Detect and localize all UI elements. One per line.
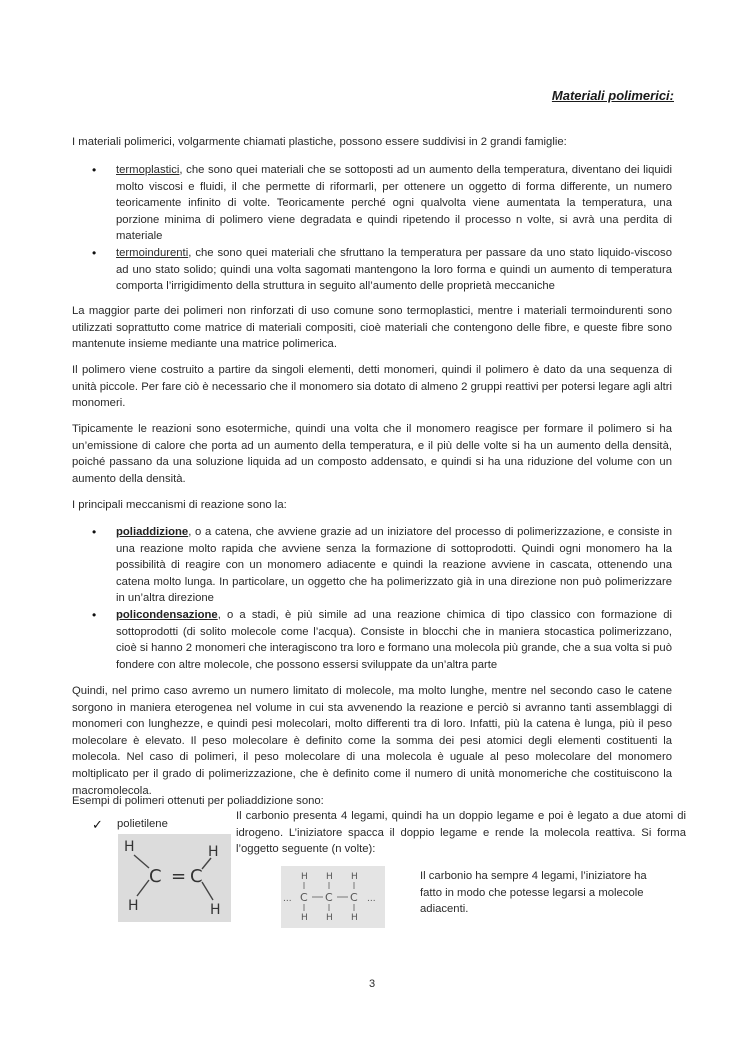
list-item-poliaddizione (116, 524, 672, 607)
ethylene-atom-h: H (128, 898, 139, 914)
paragraph-polymers-usage: La maggior parte dei polimeri non rinforzati di uso comune sono termoplastici, mentre i materiali termoindurenti sono utilizzati soprattutto come matrice di materiali compositi, cioè materiali che contengono delle fibre, e queste fibre sono mantenute insieme mediante una matrice polimerica. (72, 305, 672, 351)
ethylene-double-bond: = (171, 866, 187, 887)
chain-atom-h: H (301, 913, 308, 923)
bullet-icon: • (92, 525, 97, 539)
chain-atom-h: H (326, 872, 333, 882)
bullet-icon: • (92, 608, 97, 622)
ethylene-atom-h: H (124, 839, 135, 855)
term-termoindurenti: termoindurenti (116, 247, 189, 259)
paragraph-exothermic: Tipicamente le reazioni sono esotermiche, quindi una volta che il monomero reagisce per formare il polimero si ha un’emissione di calore che porta ad un aumento della temperatura, e il più delle volte si ha un aumento della densità, poiché passano da una soluzione liquida ad un composto addensato, e quindi si ha una riduzione del volume con un aumento della densità. (72, 423, 672, 485)
term-termoplastici: termoplastici (116, 164, 180, 176)
list-item-termoplastici (116, 162, 672, 245)
page-title: Materiali polimerici: (551, 88, 674, 103)
description-termoindurenti: , che sono quei materiali che sfruttano la temperatura per passare da uno stato liquido-viscoso ad uno stato solido; quindi una volta sagomati mantengono la loro forma e quindi un aumento di temperatura comporta l’irrigidimento della struttura in seguito all’aumento delle proprietà meccaniche (116, 247, 672, 293)
chain-atom-h: H (326, 913, 333, 923)
example-label-polietilene: polietilene (117, 818, 168, 830)
ethylene-atom-c: C (149, 866, 162, 887)
term-policondensazione: policondensazione (116, 609, 218, 621)
chain-atom-h: H (301, 872, 308, 882)
ethylene-sketch-image (118, 834, 231, 922)
bullet-icon: • (92, 163, 97, 177)
carbon-initiator-text: Il carbonio ha sempre 4 legami, l’iniziatore ha fatto in modo che potesse legarsi a molecole adiacenti. (420, 870, 647, 916)
page-number: 3 (368, 978, 376, 990)
description-poliaddizione: , o a catena, che avviene grazie ad un iniziatore del processo di polimerizzazione, e consiste in una reazione molto rapida che avviene senza la formazione di sottoprodotti. Quindi ogni monomero ha la possibilità di reagire con un monomero adiacente e quindi la reazione avviene in cascata, ottenendo una catena molto lunga. In particolare, un oggetto che ha polimerizzato già in una direzione non può polimerizzare in un’altra direzione (116, 526, 672, 605)
mechanisms-intro: I principali meccanismi di reazione sono la: (72, 499, 287, 511)
ethylene-atom-c: C (190, 866, 203, 887)
carbon-bonds-text: Il carbonio presenta 4 legami, quindi ha un doppio legame e poi è legato a due atomi di idrogeno. L’iniziatore spacca il doppio legame e rende la molecola reattiva. Si forma l’oggetto seguente (n volte): (236, 810, 686, 856)
list-item-termoindurenti (116, 245, 672, 295)
bullet-icon: • (92, 246, 97, 260)
chain-ellipsis: ... (367, 894, 376, 904)
list-item-policondensazione (116, 607, 672, 673)
checkmark-icon: ✓ (92, 817, 103, 832)
chain-atom-c: C (325, 891, 333, 904)
chain-atom-h: H (351, 913, 358, 923)
ethylene-atom-h: H (208, 844, 219, 860)
term-poliaddizione: poliaddizione (116, 526, 189, 538)
chain-atom-h: H (351, 872, 358, 882)
chain-atom-c: C (300, 891, 308, 904)
polyethylene-chain-sketch-image (281, 866, 385, 928)
description-policondensazione: , o a stadi, è più simile ad una reazione chimica di tipo classico con formazione di sottoprodotti (di solito molecole come l’acqua). Consiste in blocchi che in maniera stocastica polimerizzano, cioè si hanno 2 monomeri che interagiscono tra loro e formano una molecola più grande, che a sua volta si può fondere con altre molecole, che possono essersi sviluppate da un’altra parte (116, 609, 672, 671)
chain-ellipsis: ... (283, 894, 292, 904)
intro-paragraph: I materiali polimerici, volgarmente chiamati plastiche, possono essere suddivisi in 2 grandi famiglie: (72, 136, 567, 148)
chain-atom-c: C (350, 891, 358, 904)
examples-intro: Esempi di polimeri ottenuti per poliaddizione sono: (72, 795, 324, 807)
paragraph-monomers: Il polimero viene costruito a partire da singoli elementi, detti monomeri, quindi il polimero è dato da una sequenza di unità piccole. Per fare ciò è necessario che il monomero sia dotato di almeno 2 gruppi reattivi per potersi legare agli altri monomeri. (72, 364, 672, 410)
description-termoplastici: , che sono quei materiali che se sottoposti ad un aumento della temperatura, diventano dei liquidi molto viscosi e fluidi, il che permette di riformarli, per ottenere un oggetto di forma differente, un numero teoricamente infinito di volte. Teoricamente perché ogni qualvolta viene aumentata la temperatura, una porzione minima di polimero viene degradata e quindi ripetendo il processo n volte, si avrà una perdita di materiale (116, 164, 672, 243)
ethylene-atom-h: H (210, 902, 221, 918)
paragraph-molecular-weight: Quindi, nel primo caso avremo un numero limitato di molecole, ma molto lunghe, mentre nel secondo caso le catene sorgono in maniera eterogenea nel volume in cui sta avvenendo la reazione e perciò si avranno tanti assemblaggi di monomeri con lunghezze, e quindi pesi molecolari, molto differenti tra di loro. Infatti, più la catena è lunga, più il peso molecolare è elevato. Il peso molecolare è definito come la somma dei pesi atomici degli elementi costituenti la molecola. Nel caso di polimeri, il peso molecolare di una molecola è uguale al peso molecolare del monomero moltiplicato per il grado di polimerizzazione, che è definito come il numero di unità monomeriche che costituiscono la macromolecola. (72, 685, 672, 797)
